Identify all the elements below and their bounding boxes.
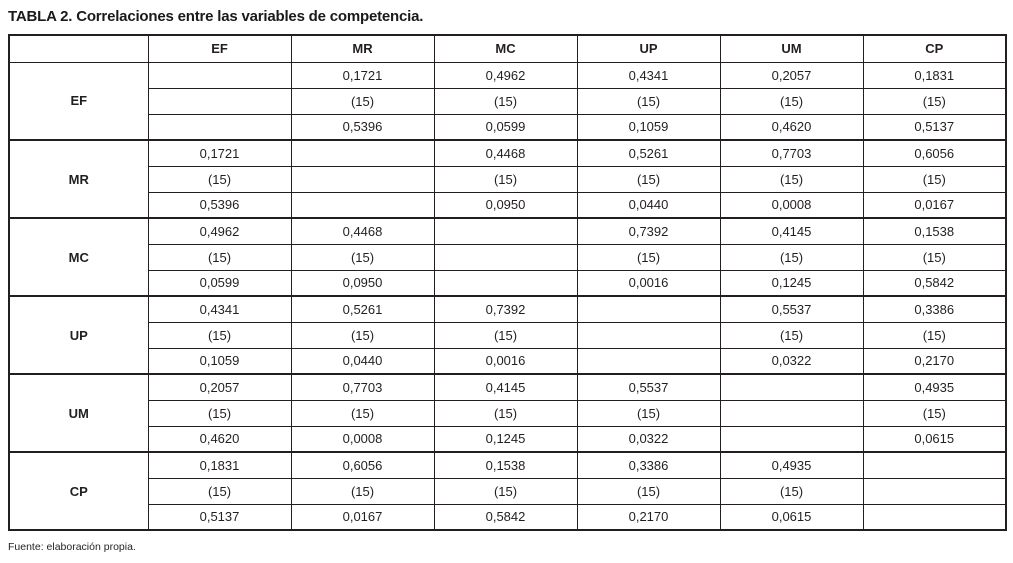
n-cell: (15): [577, 400, 720, 426]
correlation-table: [8, 34, 1007, 531]
header-cell-um: UM: [720, 35, 863, 62]
n-cell: (15): [291, 478, 434, 504]
n-cell: [148, 88, 291, 114]
row-label-mr: MR: [9, 140, 148, 218]
n-cell: [863, 478, 1006, 504]
table-row-mr-correlations: [9, 140, 1006, 166]
p-value-cell: 0,5842: [434, 504, 577, 530]
n-cell: (15): [863, 400, 1006, 426]
correlation-cell: 0,5537: [577, 374, 720, 400]
p-value-cell: 0,0008: [720, 192, 863, 218]
row-label-ef: EF: [9, 62, 148, 140]
n-cell: (15): [720, 322, 863, 348]
correlation-cell: 0,4341: [577, 62, 720, 88]
n-cell: (15): [148, 244, 291, 270]
p-value-cell: 0,2170: [863, 348, 1006, 374]
p-value-cell: 0,0599: [148, 270, 291, 296]
table-title: TABLA 2. Correlaciones entre las variables de competencia.: [8, 8, 424, 25]
header-row: [9, 35, 1006, 62]
p-value-cell: 0,5137: [148, 504, 291, 530]
n-cell: [720, 400, 863, 426]
row-label-cp: CP: [9, 452, 148, 530]
table-row-ef-p_values: [9, 114, 1006, 140]
p-value-cell: 0,1059: [148, 348, 291, 374]
n-cell: (15): [720, 244, 863, 270]
p-value-cell: 0,5842: [863, 270, 1006, 296]
n-cell: (15): [148, 166, 291, 192]
p-value-cell: 0,0016: [577, 270, 720, 296]
table-row-up-p_values: [9, 348, 1006, 374]
correlation-cell: 0,2057: [720, 62, 863, 88]
p-value-cell: 0,1059: [577, 114, 720, 140]
n-cell: [577, 322, 720, 348]
n-cell: (15): [148, 322, 291, 348]
n-cell: (15): [434, 400, 577, 426]
table-row-cp-n: [9, 478, 1006, 504]
correlation-cell: 0,7703: [720, 140, 863, 166]
p-value-cell: 0,0008: [291, 426, 434, 452]
p-value-cell: 0,0167: [291, 504, 434, 530]
p-value-cell: [148, 114, 291, 140]
n-cell: (15): [577, 478, 720, 504]
correlation-cell: 0,5537: [720, 296, 863, 322]
correlation-cell: [148, 62, 291, 88]
header-cell-empty: [9, 35, 148, 62]
p-value-cell: 0,5396: [291, 114, 434, 140]
correlation-cell: 0,3386: [863, 296, 1006, 322]
p-value-cell: 0,0167: [863, 192, 1006, 218]
correlation-cell: 0,4935: [720, 452, 863, 478]
n-cell: (15): [291, 244, 434, 270]
n-cell: (15): [720, 88, 863, 114]
table-row-mc-n: [9, 244, 1006, 270]
p-value-cell: [577, 348, 720, 374]
p-value-cell: 0,5396: [148, 192, 291, 218]
correlation-cell: 0,4468: [291, 218, 434, 244]
correlation-cell: 0,3386: [577, 452, 720, 478]
table-row-cp-correlations: [9, 452, 1006, 478]
p-value-cell: [291, 192, 434, 218]
p-value-cell: 0,0322: [720, 348, 863, 374]
correlation-cell: [577, 296, 720, 322]
correlation-cell: 0,2057: [148, 374, 291, 400]
table-row-ef-n: [9, 88, 1006, 114]
correlation-cell: 0,1721: [291, 62, 434, 88]
correlation-cell: 0,5261: [577, 140, 720, 166]
correlation-cell: 0,1831: [148, 452, 291, 478]
header-cell-cp: CP: [863, 35, 1006, 62]
correlation-cell: 0,4935: [863, 374, 1006, 400]
n-cell: (15): [434, 478, 577, 504]
p-value-cell: 0,1245: [434, 426, 577, 452]
p-value-cell: 0,0440: [577, 192, 720, 218]
n-cell: (15): [434, 166, 577, 192]
correlation-cell: 0,5261: [291, 296, 434, 322]
table-row-up-n: [9, 322, 1006, 348]
correlation-cell: 0,4468: [434, 140, 577, 166]
correlation-cell: 0,7392: [434, 296, 577, 322]
p-value-cell: 0,0950: [291, 270, 434, 296]
table-row-mr-p_values: [9, 192, 1006, 218]
table-row-up-correlations: [9, 296, 1006, 322]
correlation-cell: 0,4341: [148, 296, 291, 322]
row-label-mc: MC: [9, 218, 148, 296]
p-value-cell: 0,2170: [577, 504, 720, 530]
correlation-cell: 0,1831: [863, 62, 1006, 88]
p-value-cell: 0,0322: [577, 426, 720, 452]
source-note: Fuente: elaboración propia.: [8, 541, 136, 553]
correlation-cell: 0,4962: [148, 218, 291, 244]
correlation-cell: 0,4145: [434, 374, 577, 400]
header-cell-mc: MC: [434, 35, 577, 62]
p-value-cell: 0,1245: [720, 270, 863, 296]
n-cell: (15): [863, 322, 1006, 348]
p-value-cell: [434, 270, 577, 296]
table-row-cp-p_values: [9, 504, 1006, 530]
table-body: [9, 62, 1006, 530]
n-cell: (15): [720, 166, 863, 192]
n-cell: (15): [863, 88, 1006, 114]
n-cell: (15): [291, 400, 434, 426]
correlation-cell: 0,1538: [863, 218, 1006, 244]
p-value-cell: 0,0615: [863, 426, 1006, 452]
n-cell: (15): [291, 88, 434, 114]
p-value-cell: 0,0950: [434, 192, 577, 218]
correlation-cell: 0,4962: [434, 62, 577, 88]
n-cell: (15): [577, 244, 720, 270]
p-value-cell: [720, 426, 863, 452]
correlation-cell: 0,7703: [291, 374, 434, 400]
n-cell: (15): [577, 88, 720, 114]
correlation-cell: 0,4145: [720, 218, 863, 244]
table-row-mc-correlations: [9, 218, 1006, 244]
table-row-um-p_values: [9, 426, 1006, 452]
p-value-cell: 0,0016: [434, 348, 577, 374]
correlation-cell: [434, 218, 577, 244]
table-row-um-correlations: [9, 374, 1006, 400]
correlation-cell: 0,6056: [863, 140, 1006, 166]
n-cell: [291, 166, 434, 192]
p-value-cell: 0,0599: [434, 114, 577, 140]
row-label-um: UM: [9, 374, 148, 452]
correlation-cell: 0,6056: [291, 452, 434, 478]
n-cell: [434, 244, 577, 270]
correlation-cell: [720, 374, 863, 400]
n-cell: (15): [863, 244, 1006, 270]
n-cell: (15): [148, 478, 291, 504]
p-value-cell: [863, 504, 1006, 530]
p-value-cell: 0,4620: [148, 426, 291, 452]
correlation-cell: 0,1721: [148, 140, 291, 166]
table-row-ef-correlations: [9, 62, 1006, 88]
correlation-cell: 0,1538: [434, 452, 577, 478]
header-cell-mr: MR: [291, 35, 434, 62]
header-cell-ef: EF: [148, 35, 291, 62]
table-row-mr-n: [9, 166, 1006, 192]
n-cell: (15): [148, 400, 291, 426]
correlation-cell: 0,7392: [577, 218, 720, 244]
n-cell: (15): [434, 88, 577, 114]
p-value-cell: 0,0615: [720, 504, 863, 530]
header-cell-up: UP: [577, 35, 720, 62]
n-cell: (15): [863, 166, 1006, 192]
p-value-cell: 0,4620: [720, 114, 863, 140]
n-cell: (15): [291, 322, 434, 348]
p-value-cell: 0,5137: [863, 114, 1006, 140]
correlation-cell: [863, 452, 1006, 478]
row-label-up: UP: [9, 296, 148, 374]
table-row-mc-p_values: [9, 270, 1006, 296]
correlation-cell: [291, 140, 434, 166]
table-row-um-n: [9, 400, 1006, 426]
n-cell: (15): [720, 478, 863, 504]
p-value-cell: 0,0440: [291, 348, 434, 374]
n-cell: (15): [577, 166, 720, 192]
n-cell: (15): [434, 322, 577, 348]
